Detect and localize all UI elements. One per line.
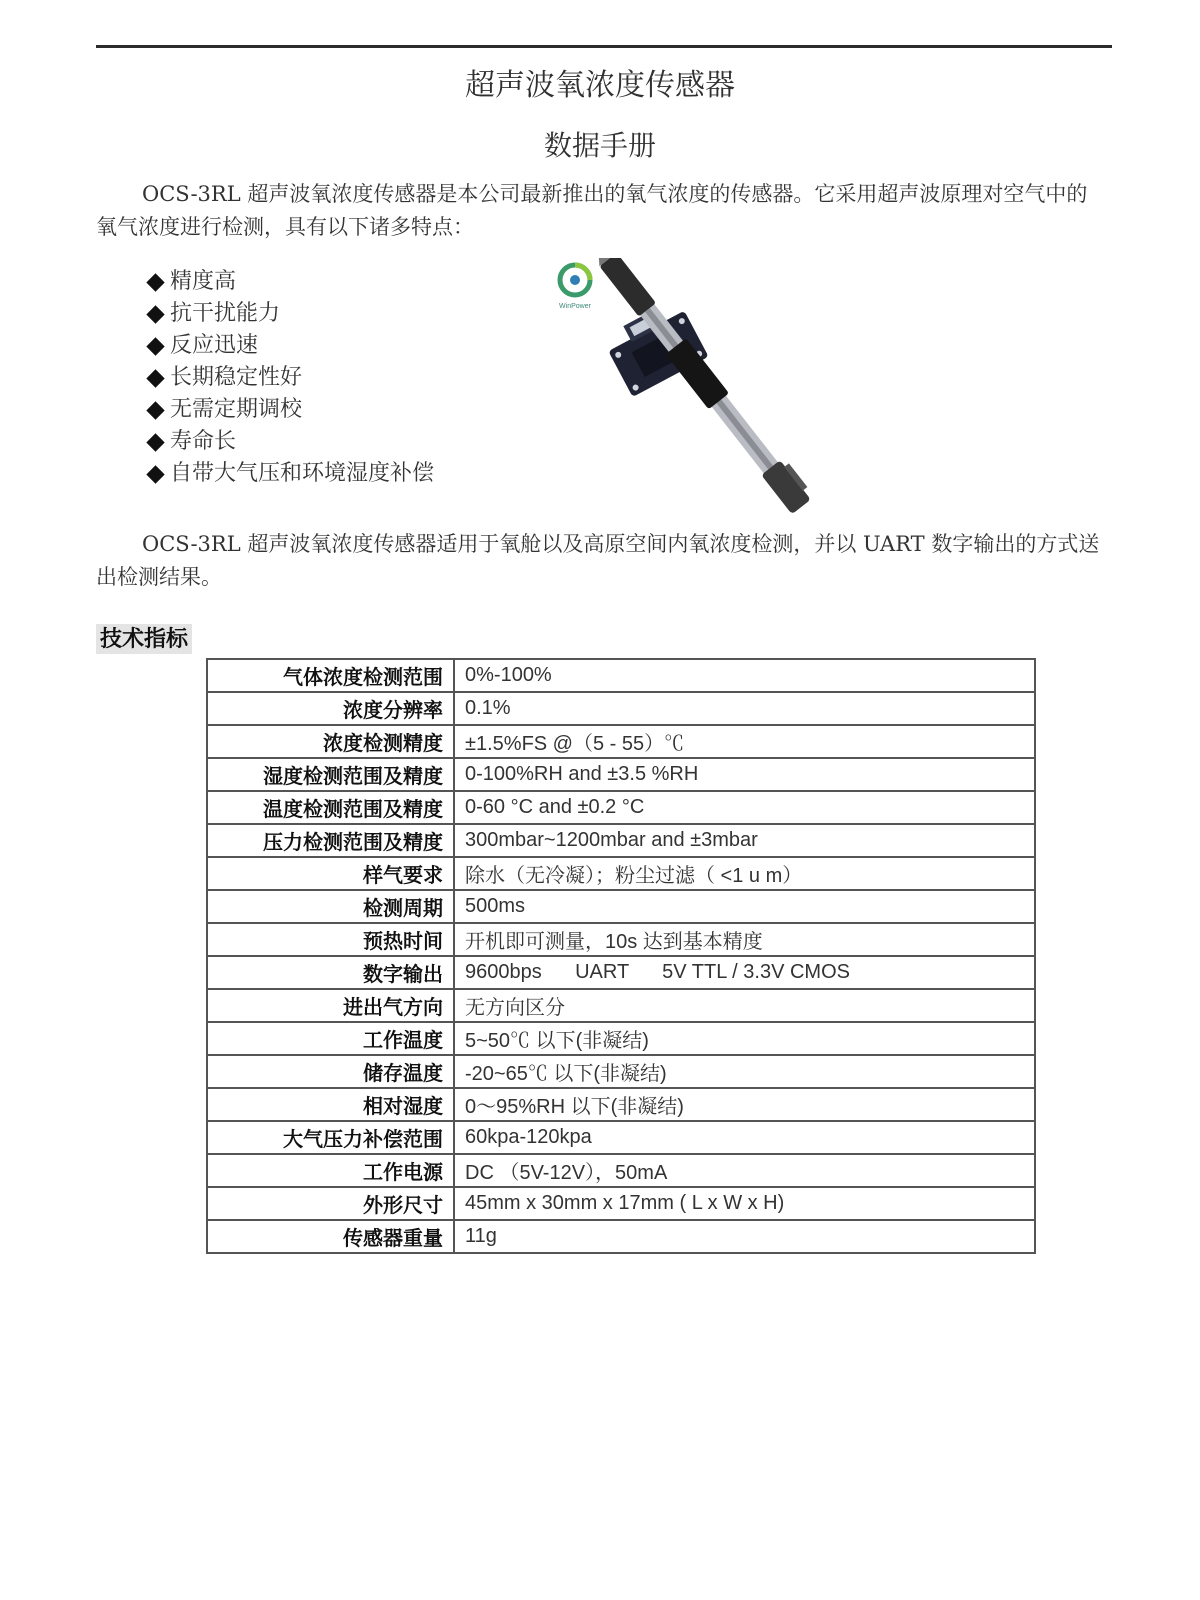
spec-key: 浓度检测精度	[207, 725, 454, 758]
spec-key: 温度检测范围及精度	[207, 791, 454, 824]
table-row	[207, 1187, 1035, 1220]
spec-value: ±1.5%FS @（5 - 55）℃	[454, 725, 1035, 758]
table-row	[207, 725, 1035, 758]
feature-item: 反应迅速	[145, 330, 434, 362]
spec-key: 湿度检测范围及精度	[207, 758, 454, 791]
diamond-bullet-icon	[146, 465, 164, 483]
spec-key: 气体浓度检测范围	[207, 659, 454, 692]
feature-item: 精度高	[145, 266, 434, 298]
spec-value: 0～95%RH 以下(非凝结)	[454, 1088, 1035, 1121]
feature-list	[145, 266, 434, 490]
reference-pen	[588, 258, 815, 515]
spec-value: 开机即可测量，10s 达到基本精度	[454, 923, 1035, 956]
spec-value: DC （5V-12V），50mA	[454, 1154, 1035, 1187]
spec-key: 进出气方向	[207, 989, 454, 1022]
spec-heading: 技术指标	[96, 624, 192, 654]
spec-key: 浓度分辨率	[207, 692, 454, 725]
feature-item: 自带大气压和环境湿度补偿	[145, 458, 434, 490]
table-row	[207, 824, 1035, 857]
company-logo	[559, 265, 592, 310]
table-row	[207, 1022, 1035, 1055]
spec-key: 压力检测范围及精度	[207, 824, 454, 857]
table-row	[207, 956, 1035, 989]
feature-item: 长期稳定性好	[145, 362, 434, 394]
document-subtitle: 数据手册	[543, 129, 656, 162]
spec-key: 工作电源	[207, 1154, 454, 1187]
spec-value: 5~50℃ 以下(非凝结)	[454, 1022, 1035, 1055]
diamond-bullet-icon	[146, 369, 164, 387]
table-row	[207, 1055, 1035, 1088]
table-row	[207, 1220, 1035, 1253]
spec-value: 500ms	[454, 890, 1035, 923]
spec-value: 0-60 °C and ±0.2 °C	[454, 791, 1035, 824]
feature-item: 抗干扰能力	[145, 298, 434, 330]
spec-key: 大气压力补偿范围	[207, 1121, 454, 1154]
table-row	[207, 923, 1035, 956]
spec-key: 预热时间	[207, 923, 454, 956]
logo-text: WinPower	[559, 303, 591, 310]
document-title: 超声波氧浓度传感器	[465, 68, 735, 103]
spec-value: 0%-100%	[454, 659, 1035, 692]
table-row	[207, 659, 1035, 692]
product-photo	[550, 258, 880, 520]
spec-key: 数字输出	[207, 956, 454, 989]
header-rule	[96, 45, 1112, 48]
diamond-bullet-icon	[146, 401, 164, 419]
spec-key: 工作温度	[207, 1022, 454, 1055]
spec-value: 45mm x 30mm x 17mm ( L x W x H)	[454, 1187, 1035, 1220]
table-row	[207, 791, 1035, 824]
table-row	[207, 1154, 1035, 1187]
spec-key: 样气要求	[207, 857, 454, 890]
feature-item: 寿命长	[145, 426, 434, 458]
table-row	[207, 989, 1035, 1022]
spec-value: 0.1%	[454, 692, 1035, 725]
spec-key: 相对湿度	[207, 1088, 454, 1121]
table-row	[207, 1088, 1035, 1121]
spec-table	[206, 658, 1036, 1254]
spec-key: 检测周期	[207, 890, 454, 923]
spec-value: 无方向区分	[454, 989, 1035, 1022]
spec-value: 300mbar~1200mbar and ±3mbar	[454, 824, 1035, 857]
spec-value: 0-100%RH and ±3.5 %RH	[454, 758, 1035, 791]
table-row	[207, 692, 1035, 725]
spec-key: 传感器重量	[207, 1220, 454, 1253]
diamond-bullet-icon	[146, 433, 164, 451]
diamond-bullet-icon	[146, 305, 164, 323]
diamond-bullet-icon	[146, 337, 164, 355]
spec-value: 除水（无冷凝）；粉尘过滤（ <1 u m）	[454, 857, 1035, 890]
table-row	[207, 758, 1035, 791]
usage-paragraph: OCS-3RL 超声波氧浓度传感器适用于氧舱以及高原空间内氧浓度检测，并以 UART 数字输出的方式送出检测结果。	[96, 532, 1100, 589]
diamond-bullet-icon	[146, 273, 164, 291]
spec-value: -20~65℃ 以下(非凝结)	[454, 1055, 1035, 1088]
spec-key: 储存温度	[207, 1055, 454, 1088]
table-row	[207, 890, 1035, 923]
spec-value: 9600bps UART 5V TTL / 3.3V CMOS	[454, 956, 1035, 989]
table-row	[207, 857, 1035, 890]
spec-value: 60kpa-120kpa	[454, 1121, 1035, 1154]
spec-key: 外形尺寸	[207, 1187, 454, 1220]
table-row	[207, 1121, 1035, 1154]
feature-item: 无需定期调校	[145, 394, 434, 426]
intro-paragraph: OCS-3RL 超声波氧浓度传感器是本公司最新推出的氧气浓度的传感器。它采用超声波原理对空气中的氧气浓度进行检测，具有以下诸多特点：	[96, 182, 1088, 239]
spec-value: 11g	[454, 1220, 1035, 1253]
